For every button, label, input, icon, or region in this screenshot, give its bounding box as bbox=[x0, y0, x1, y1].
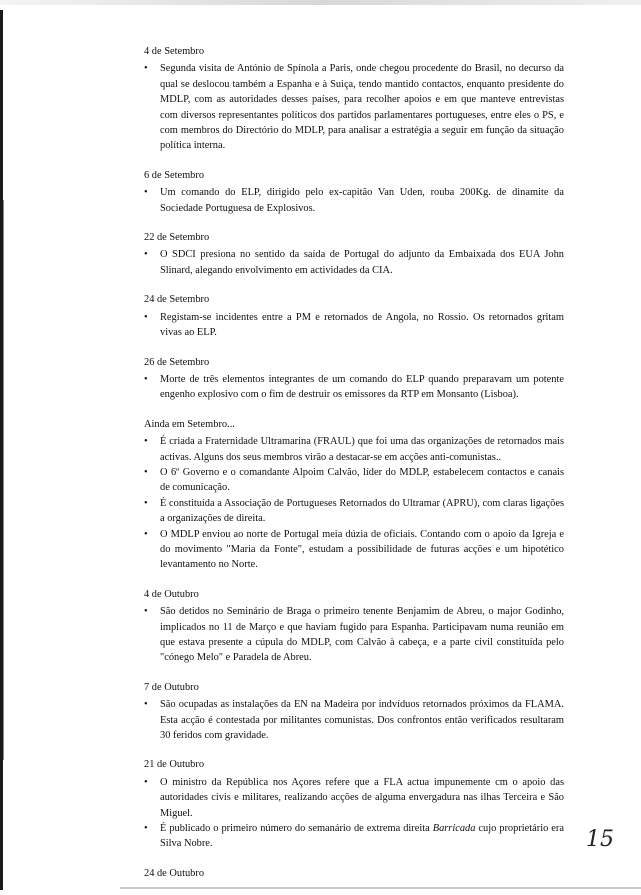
entry-date: 24 de Setembro bbox=[144, 294, 210, 306]
entry-item-text: O ministro da República nos Açores refere que a FLA actua impunemente cm o apoio das autoridades civis e militares, realizando acções de alguma envergadura nas ilhas Terceira e São Miguel. bbox=[160, 776, 564, 819]
entry-item bbox=[144, 61, 564, 153]
entry-date: 24 de Outubro bbox=[144, 867, 205, 879]
bullet-icon: • bbox=[144, 528, 148, 540]
bullet-icon: • bbox=[144, 466, 148, 478]
scan-left-shadow bbox=[3, 200, 4, 760]
entry-item-text: É publicado o primeiro número do semanário de extrema direita bbox=[160, 823, 433, 835]
entry-item bbox=[144, 496, 564, 527]
bullet-icon: • bbox=[144, 311, 148, 323]
entry-item bbox=[144, 372, 564, 403]
bullet-icon: • bbox=[144, 249, 148, 261]
chronology-entry bbox=[144, 168, 564, 216]
bullet-icon: • bbox=[144, 497, 148, 509]
chronology-entry bbox=[144, 680, 564, 744]
entry-date: 6 de Setembro bbox=[144, 169, 205, 181]
chronology-entry bbox=[144, 44, 564, 154]
bullet-icon: • bbox=[144, 699, 148, 711]
scan-top-edge bbox=[0, 0, 641, 5]
entry-item bbox=[144, 310, 564, 341]
chronology-entry bbox=[144, 292, 564, 340]
entry-item bbox=[144, 434, 564, 465]
entry-item bbox=[144, 697, 564, 743]
bullet-icon: • bbox=[144, 436, 148, 448]
entry-date: Ainda em Setembro... bbox=[144, 418, 235, 430]
entry-date: 7 de Outubro bbox=[144, 681, 199, 693]
page-number: 15 bbox=[586, 827, 614, 852]
entry-items bbox=[144, 372, 564, 403]
entry-items bbox=[144, 604, 564, 666]
entry-item-text: Morte de três elementos integrantes de um comando do ELP quando preparavam um potente engenho explosivo com o fim de destruir os emissores da RTP em Monsanto (Lisboa). bbox=[160, 373, 564, 401]
chronology-entry bbox=[144, 866, 564, 881]
entry-item bbox=[144, 247, 564, 278]
entry-item bbox=[144, 465, 564, 496]
entry-items bbox=[144, 310, 564, 341]
entry-item-text: É criada a Fraternidade Ultramarina (FRAUL) que foi uma das organizações de retornados mais activas. Alguns dos seus membros virão a destacar-se em acções anti-comunistas.. bbox=[160, 436, 564, 463]
entry-item-text: Registam-se incidentes entre a PM e retornados de Angola, no Rossio. Os retornados gritam vivas ao ELP. bbox=[160, 311, 564, 339]
entry-items bbox=[144, 247, 564, 278]
entry-item-text: O 6º Governo e o comandante Alpoim Calvão, líder do MDLP, estabelecem contactos e canais de comunicação. bbox=[160, 466, 564, 494]
entry-item-text: São ocupadas as instalações da EN na Madeira por indvíduos retornados próximos da FLAMA. Esta acção é contestada por militantes comunistas. Dos confrontos então verificados resultaram 30 feridos com gravidade. bbox=[160, 699, 564, 742]
entry-item bbox=[144, 775, 564, 821]
entry-item-text: cujo proprietário era Silva Nobre. bbox=[160, 823, 564, 850]
entry-date: 4 de Outubro bbox=[144, 588, 199, 600]
entry-item-text: O MDLP enviou ao norte de Portugal meia dúzia de oficiais. Contando com o apoio da Igreja e do movimento "Maria da Fonte", estudam a possibilidade de futuras acções e um hipotético levantamento no Norte. bbox=[160, 528, 564, 571]
entry-item-text: São detidos no Seminário de Braga o primeiro tenente Benjamim de Abreu, o major Godinho, implicados no 11 de Março e que haviam fugido para Espanha. Participavam numa reunião em que estava presente a cúpula do MDLP, com Calvão à cabeça, e a parte civil constituída pelo "cónego Melo" e Paradela de Abreu. bbox=[160, 606, 564, 664]
bullet-icon: • bbox=[144, 606, 148, 618]
entry-items bbox=[144, 434, 564, 573]
chronology-entry bbox=[144, 417, 564, 573]
bullet-icon: • bbox=[144, 823, 148, 835]
entry-item bbox=[144, 185, 564, 216]
entry-items bbox=[144, 61, 564, 153]
bullet-icon: • bbox=[144, 776, 148, 788]
entry-item-text: Segunda visita de António de Spínola a Paris, onde chegou procedente do Brasil, no decurso da qual se deslocou também a Espanha e à Suiça, tendo mantido contactos, enquanto presidente do MDLP, com as autoridades desses países, para recolher apoios e em que manteve entrevistas com diversos representantes políticos dos partidos parlamentares portugueses, entre eles o PS, e com membros do Directório do MDLP, para analisar a estratégia a seguir em função da situação política interna. bbox=[160, 63, 564, 152]
bullet-icon: • bbox=[144, 187, 148, 199]
chronology-entry bbox=[144, 230, 564, 278]
chronology-entry bbox=[144, 757, 564, 851]
document-body bbox=[144, 44, 564, 895]
entry-date: 4 de Setembro bbox=[144, 46, 205, 57]
entry-item-text: É constituída a Associação de Portugueses Retornados do Ultramar (APRU), com claras ligações a organizações de direita. bbox=[160, 497, 564, 525]
entry-item bbox=[144, 821, 564, 852]
entry-item bbox=[144, 527, 564, 573]
entry-items bbox=[144, 185, 564, 216]
entry-items bbox=[144, 775, 564, 852]
chronology-entry bbox=[144, 355, 564, 403]
entry-items bbox=[144, 697, 564, 743]
entry-item bbox=[144, 604, 564, 666]
entry-date: 26 de Setembro bbox=[144, 356, 210, 368]
entry-date: 22 de Setembro bbox=[144, 232, 210, 244]
bullet-icon: • bbox=[144, 63, 148, 75]
entry-date: 21 de Outubro bbox=[144, 759, 205, 771]
publication-title: Barricada bbox=[432, 823, 476, 835]
entry-item-text: Um comando do ELP, dirigido pelo ex-capitão Van Uden, rouba 200Kg. de dinamite da Sociedade Portuguesa de Explosivos. bbox=[160, 187, 564, 214]
entry-item-text: O SDCI presiona no sentido da saída de Portugal do adjunto da Embaixada dos EUA John Slinard, alegando envolvimento em actividades da CIA. bbox=[160, 249, 564, 276]
bullet-icon: • bbox=[144, 373, 148, 385]
chronology-entry bbox=[144, 587, 564, 666]
